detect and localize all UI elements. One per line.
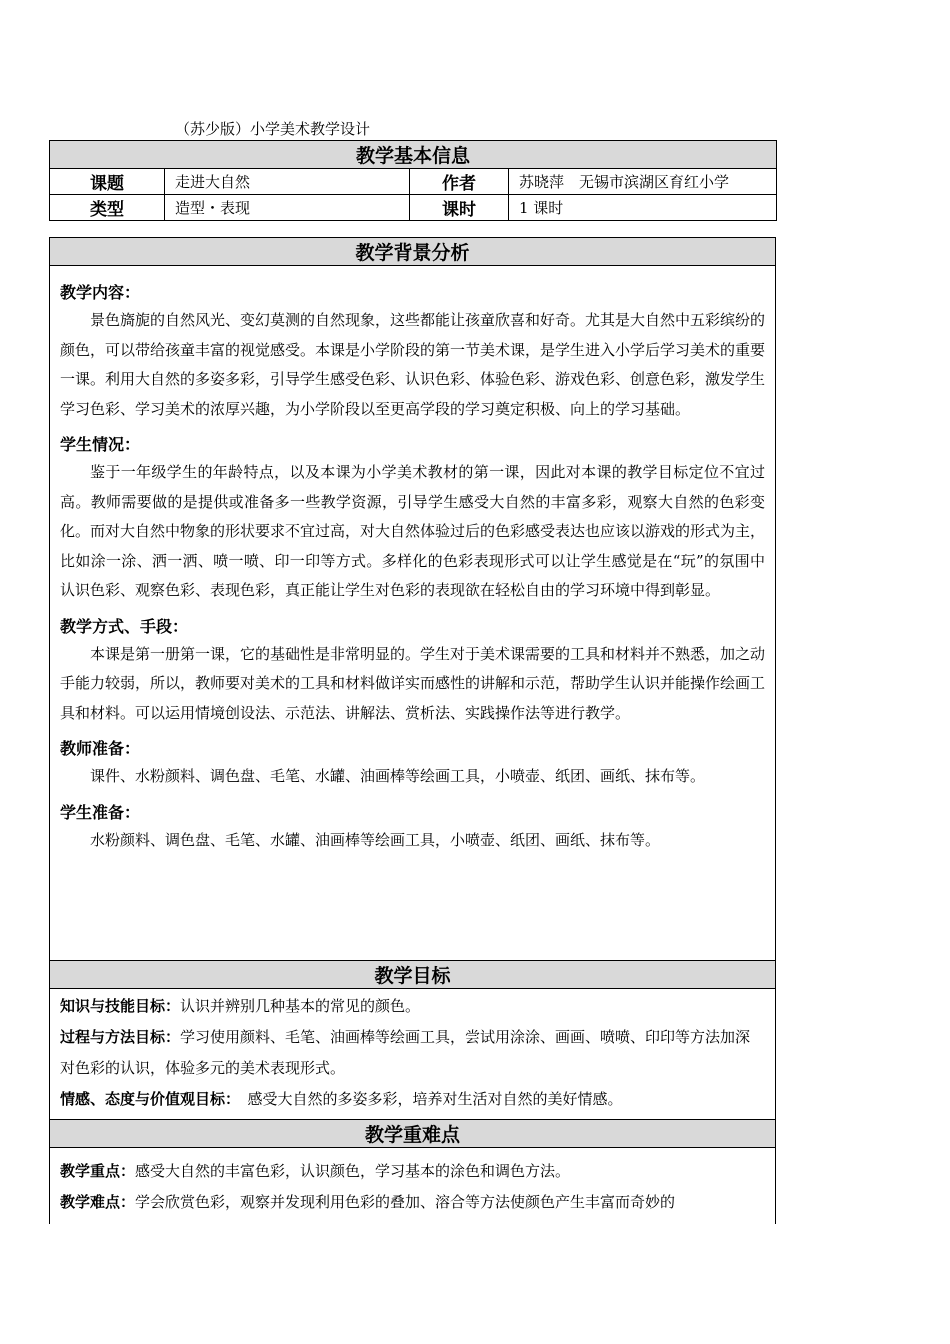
methods-paragraph: 本课是第一册第一课，它的基础性是非常明显的。学生对于美术课需要的工具和材料并不熟悉，加之动手能力较弱，所以，教师要对美术的工具和材料做详实而感性的讲解和示范，帮助学生认识并能操作绘画工具和材料。可以运用情境创设法、示范法、讲解法、赏析法、实践操作法等进行教学。 (60, 644, 766, 722)
emotion-text: 感受大自然的多姿多彩，培养对生活对自然的美好情感。 (232, 1090, 623, 1108)
author-value: 苏晓萍 无锡市滨湖区育红小学 (509, 169, 777, 195)
lesson-plan-table (49, 237, 776, 1224)
emotion-objective (60, 1084, 765, 1115)
knowledge-objective (60, 991, 765, 1022)
content-heading: 教学内容： (60, 283, 141, 302)
objectives-header: 教学目标 (50, 961, 776, 989)
basic-info-table (49, 140, 777, 221)
students-heading: 学生情况： (60, 435, 141, 454)
topic-label: 课题 (50, 169, 165, 195)
knowledge-label: 知识与技能目标： (60, 997, 181, 1015)
background-header: 教学背景分析 (50, 238, 776, 266)
focus-text: 感受大自然的丰富色彩，认识颜色，学习基本的涂色和调色方法。 (135, 1162, 571, 1180)
document-title: （苏少版）小学美术教学设计 (175, 120, 371, 138)
process-objective (60, 1022, 765, 1084)
knowledge-text: 认识并辨别几种基本的常见的颜色。 (180, 997, 421, 1015)
process-label: 过程与方法目标： (60, 1028, 181, 1046)
student-prep-heading: 学生准备： (60, 802, 141, 822)
background-section (50, 266, 776, 961)
teacher-prep-heading: 教师准备： (60, 739, 141, 758)
focus-label: 教学重点： (60, 1162, 136, 1180)
author-label: 作者 (410, 169, 509, 195)
difficulty-label: 教学难点： (60, 1193, 136, 1211)
student-prep-paragraph: 水粉颜料、调色盘、毛笔、水罐、油画棒等绘画工具，小喷壶、纸团、画纸、抹布等。 (90, 830, 661, 849)
emotion-label: 情感、态度与价值观目标： (60, 1090, 233, 1108)
key-points-section (50, 1148, 776, 1225)
key-points-header: 教学重难点 (50, 1120, 776, 1148)
type-label: 类型 (50, 195, 165, 221)
content-paragraph: 景色旖旎的自然风光、变幻莫测的自然现象，这些都能让孩童欣喜和好奇。尤其是大自然中五彩缤纷的颜色，可以带给孩童丰富的视觉感受。本课是小学阶段的第一节美术课，是学生进入小学后学习美术的重要一课。利用大自然的多姿多彩，引导学生感受色彩、认识色彩、体验色彩、游戏色彩、创意色彩，激发学生学习色彩、学习美术的浓厚兴趣，为小学阶段以至更高学段的学习奠定积极、向上的学习基础。 (60, 311, 766, 418)
difficulty-text: 学会欣赏色彩，观察并发现利用色彩的叠加、溶合等方法使颜色产生丰富而奇妙的 (135, 1193, 676, 1211)
teacher-prep-paragraph: 课件、水粉颜料、调色盘、毛笔、水罐、油画棒等绘画工具，小喷壶、纸团、画纸、抹布等。 (90, 767, 706, 785)
process-text: 学习使用颜料、毛笔、油画棒等绘画工具，尝试用涂涂、画画、喷喷、印印等方法加深对色彩的认识，体验多元的美术表现形式。 (60, 1028, 751, 1077)
methods-heading: 教学方式、手段： (60, 616, 189, 636)
hours-value: 1 课时 (509, 195, 777, 221)
type-value: 造型・表现 (165, 195, 410, 221)
students-paragraph: 鉴于一年级学生的年龄特点，以及本课为小学美术教材的第一课，因此对本课的教学目标定位不宜过高。教师需要做的是提供或准备多一些教学资源，引导学生感受大自然的丰富多彩，观察大自然的色彩变化。而对大自然中物象的形状要求不宜过高，对大自然体验过后的色彩感受表达也应该以游戏的形式为主，比如涂一涂、洒一洒、喷一喷、印一印等方式。多样化的色彩表现形式可以让学生感觉是在“玩”的氛围中认识色彩、观察色彩、表现色彩，真正能让学生对色彩的表现欲在轻松自由的学习环境中得到彰显。 (60, 463, 766, 599)
hours-label: 课时 (410, 195, 509, 221)
topic-value: 走进大自然 (165, 169, 410, 195)
focus-point (60, 1156, 765, 1187)
difficulty-point (60, 1187, 765, 1218)
objectives-section (50, 989, 776, 1120)
basic-info-header: 教学基本信息 (50, 141, 777, 169)
